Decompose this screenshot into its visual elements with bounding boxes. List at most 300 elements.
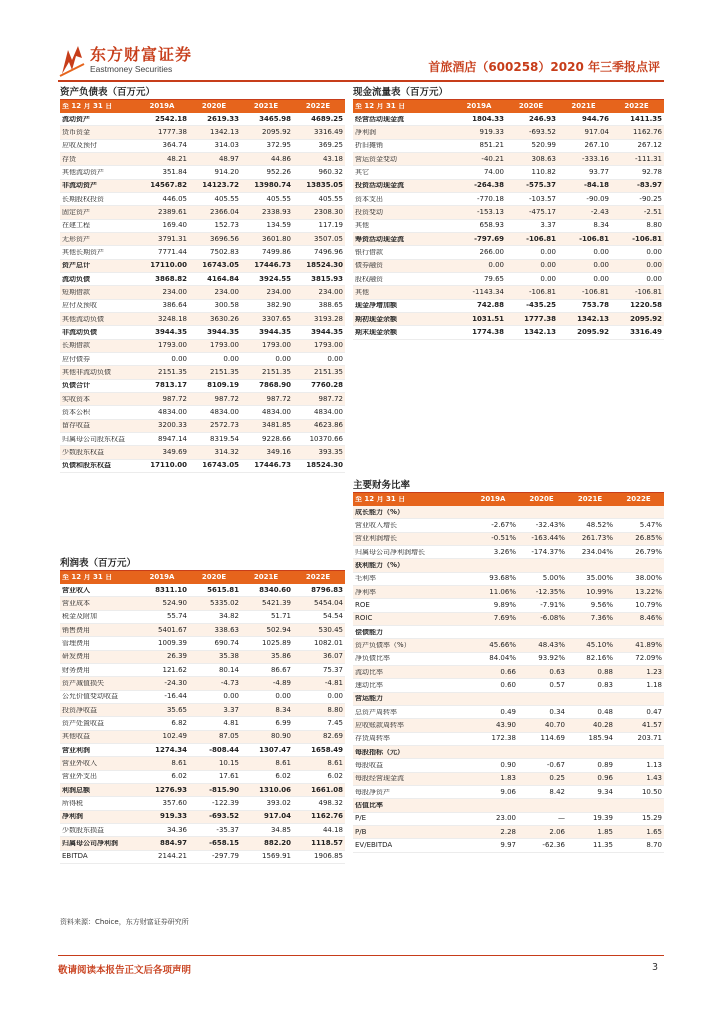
cell-value: 3601.80 <box>262 234 291 243</box>
table-row <box>353 719 664 732</box>
table-row <box>353 220 664 233</box>
table-row <box>60 380 345 393</box>
cell-value: 1009.39 <box>158 638 187 647</box>
cell-value: 82.16% <box>586 654 613 663</box>
cell-value: 502.94 <box>266 625 291 634</box>
table-row <box>60 300 345 313</box>
cell-value: -32.43% <box>535 520 565 529</box>
cell-value: 1310.06 <box>259 785 291 794</box>
cell-value: 8109.19 <box>207 381 239 390</box>
cell-value: 16743.05 <box>202 261 239 270</box>
table-row <box>353 639 664 652</box>
cell-value: 357.60 <box>162 798 187 807</box>
cell-value: 3944.35 <box>259 327 291 336</box>
cell-value: -693.52 <box>209 812 239 821</box>
cell-value: 26.85% <box>635 534 662 543</box>
row-label: 银行借款 <box>355 248 383 256</box>
cell-value: 266.00 <box>479 247 504 256</box>
cell-value: 17446.73 <box>254 461 291 470</box>
table-row <box>60 433 345 446</box>
cell-value: -163.44% <box>531 534 565 543</box>
row-label: 其他 <box>355 222 369 230</box>
row-label: 少数股东权益 <box>62 448 104 456</box>
cell-value: 169.40 <box>162 221 187 230</box>
cell-value: 80.14 <box>218 665 239 674</box>
cell-value: 7868.90 <box>259 381 291 390</box>
cell-value: 2095.92 <box>577 327 609 336</box>
table-row <box>353 613 664 626</box>
table-row <box>60 837 345 850</box>
row-label: 每股指标（元） <box>355 748 404 756</box>
row-label: 每股经营现金流 <box>355 775 404 783</box>
cell-value: 1274.34 <box>155 745 187 754</box>
cell-value: 0.90 <box>500 760 516 769</box>
cell-value: 1.18 <box>646 680 662 689</box>
cell-value: 0.00 <box>327 692 343 701</box>
cell-value: 48.21 <box>166 154 187 163</box>
cell-value: 79.65 <box>483 274 504 283</box>
cell-value: 987.72 <box>214 394 239 403</box>
row-label: 实收资本 <box>62 395 90 403</box>
cell-value: -770.18 <box>476 194 504 203</box>
table-row <box>60 180 345 193</box>
cell-value: 234.00 <box>162 287 187 296</box>
cell-value: 26.39 <box>166 652 187 661</box>
cell-value: -111.31 <box>634 154 662 163</box>
row-label: 投资活动现金流 <box>355 182 404 190</box>
table-row <box>353 153 664 166</box>
cell-value: 1342.13 <box>577 314 609 323</box>
row-label: 营业收入 <box>62 586 90 594</box>
cell-value: 41.57 <box>641 720 662 729</box>
table-row <box>353 693 664 706</box>
cell-value: -90.09 <box>586 194 609 203</box>
row-label: 净利润 <box>355 128 376 136</box>
row-label: EV/EBITDA <box>355 841 393 849</box>
table-row <box>60 691 345 704</box>
cell-value: 9.34 <box>597 787 613 796</box>
cell-value: -40.21 <box>481 154 504 163</box>
cell-value: 8.34 <box>275 705 291 714</box>
cell-value: -106.81 <box>528 287 556 296</box>
cell-value: 13835.05 <box>306 181 343 190</box>
cell-value: 13980.74 <box>254 181 291 190</box>
table-row <box>60 366 345 379</box>
table-row <box>60 797 345 810</box>
cell-value: 919.33 <box>159 812 187 821</box>
table-row <box>353 519 664 532</box>
cell-value: -6.08% <box>540 614 565 623</box>
cell-value: -106.81 <box>579 234 609 243</box>
table-header-row <box>60 100 345 113</box>
cell-value: -90.25 <box>639 194 662 203</box>
cell-value: 34.82 <box>218 612 239 621</box>
cell-value: 234.00 <box>266 287 291 296</box>
cell-value: -693.52 <box>528 127 556 136</box>
cell-value: -24.30 <box>164 678 187 687</box>
cell-value: 0.00 <box>275 692 291 701</box>
cell-value: 2338.93 <box>262 207 291 216</box>
cell-value: 172.38 <box>491 734 516 743</box>
cell-value: 405.55 <box>318 194 343 203</box>
row-label: 非流动资产 <box>62 182 97 190</box>
cell-value: 7760.28 <box>311 381 343 390</box>
row-label: 流动负债 <box>62 275 90 283</box>
cell-value: -62.36 <box>542 840 565 849</box>
table-row <box>60 744 345 757</box>
cell-value: 4.81 <box>223 718 239 727</box>
table-row <box>60 637 345 650</box>
table-title: 主要财务比率 <box>353 479 664 493</box>
row-label: 所得税 <box>62 799 83 807</box>
cell-value: 3944.35 <box>311 327 343 336</box>
cell-value: 35.86 <box>270 652 291 661</box>
table-row <box>60 757 345 770</box>
cell-value: 0.60 <box>500 680 516 689</box>
cell-value: 2619.33 <box>207 114 239 123</box>
row-label: 资本公积 <box>62 408 90 416</box>
table-row <box>60 326 345 339</box>
cell-value: 0.00 <box>646 247 662 256</box>
cell-value: 2151.35 <box>210 367 239 376</box>
cell-value: 38.00% <box>635 574 662 583</box>
cell-value: 9.97 <box>500 840 516 849</box>
cell-value: 524.90 <box>162 598 187 607</box>
cell-value: 17110.00 <box>150 461 187 470</box>
row-label: 投资净收益 <box>62 706 97 714</box>
cell-value: 2.28 <box>500 827 516 836</box>
row-label: 流动比率 <box>355 668 383 676</box>
table-header-row <box>353 493 664 506</box>
cell-value: 10.79% <box>635 600 662 609</box>
table-row <box>60 113 345 126</box>
cell-value: -106.81 <box>581 287 609 296</box>
header-year: 2019A <box>480 495 506 503</box>
cell-value: 7.69% <box>493 614 516 623</box>
cell-value: -797.69 <box>474 234 504 243</box>
row-label: 流动资产 <box>62 115 90 123</box>
table-row <box>353 140 664 153</box>
cell-value: 1307.47 <box>259 745 291 754</box>
row-label: 其他非流动负债 <box>62 368 111 376</box>
cell-value: 82.69 <box>322 732 343 741</box>
row-label: 应收账款周转率 <box>355 721 404 729</box>
cell-value: 4164.84 <box>207 274 239 283</box>
row-label: 营业外收入 <box>62 759 97 767</box>
report-title: 首旅酒店（600258）2020 年三季报点评 <box>428 60 660 74</box>
cell-value: 1342.13 <box>210 127 239 136</box>
cell-value: 34.36 <box>166 825 187 834</box>
row-label: 少数股东损益 <box>62 826 104 834</box>
cell-value: -106.81 <box>526 234 556 243</box>
cell-value: 1342.13 <box>524 327 556 336</box>
cell-value: 35.38 <box>218 652 239 661</box>
cell-value: 349.16 <box>266 447 291 456</box>
balance-sheet-table <box>60 86 345 473</box>
cell-value: 3.26% <box>493 547 516 556</box>
cell-value: 882.20 <box>263 838 291 847</box>
cell-value: 117.19 <box>318 221 343 230</box>
row-label: EBITDA <box>62 853 88 861</box>
table-row <box>353 626 664 639</box>
cell-value: -4.81 <box>324 678 343 687</box>
row-label: 管理费用 <box>62 639 90 647</box>
cash-flow-table <box>353 86 664 340</box>
table-row <box>353 313 664 326</box>
header-year: 2021E <box>571 102 596 110</box>
header-label: 至 12 月 31 日 <box>62 103 113 110</box>
cell-value: 5.47% <box>639 520 662 529</box>
row-label: 现金净增加额 <box>355 302 397 310</box>
cell-value: 3815.93 <box>311 274 343 283</box>
cell-value: 26.79% <box>635 547 662 556</box>
cell-value: 1793.00 <box>158 341 187 350</box>
table-row <box>60 611 345 624</box>
cell-value: 5454.04 <box>314 598 343 607</box>
cell-value: 658.93 <box>479 221 504 230</box>
cell-value: 3630.26 <box>210 314 239 323</box>
cell-value: 0.00 <box>171 354 187 363</box>
cell-value: 1.13 <box>646 760 662 769</box>
cell-value: 0.00 <box>327 354 343 363</box>
row-label: 每股净资产 <box>355 788 390 796</box>
cell-value: 2572.73 <box>210 421 239 430</box>
cell-value: 4689.25 <box>311 114 343 123</box>
cell-value: 234.00 <box>318 287 343 296</box>
cell-value: 1658.49 <box>311 745 343 754</box>
cell-value: 51.71 <box>270 612 291 621</box>
cell-value: 110.82 <box>531 167 556 176</box>
cell-value: 4834.00 <box>158 407 187 416</box>
cell-value: 1777.38 <box>158 127 187 136</box>
cell-value: 43.18 <box>322 154 343 163</box>
cell-value: 0.48 <box>597 707 613 716</box>
table-title: 利润表（百万元） <box>60 557 345 571</box>
table-row <box>60 206 345 219</box>
row-label: 存货周转率 <box>355 735 390 743</box>
cell-value: 446.05 <box>162 194 187 203</box>
row-label: 速动比率 <box>355 681 383 689</box>
table-row <box>60 340 345 353</box>
cell-value: 74.00 <box>483 167 504 176</box>
row-label: 其他流动负债 <box>62 315 104 323</box>
row-label: 公允价值变动收益 <box>62 693 118 701</box>
table-row <box>353 573 664 586</box>
footer-divider <box>58 955 664 956</box>
cell-value: 0.34 <box>549 707 565 716</box>
cell-value: 1162.76 <box>311 812 343 821</box>
cell-value: 1774.38 <box>472 327 504 336</box>
cell-value: 11.35 <box>592 840 613 849</box>
cell-value: 18524.30 <box>306 461 343 470</box>
table-title: 现金流量表（百万元） <box>353 86 664 100</box>
source-note: 资料来源：Choice，东方财富证券研究所 <box>60 918 189 926</box>
cell-value: -16.44 <box>164 692 187 701</box>
table-row <box>60 220 345 233</box>
cell-value: 4834.00 <box>262 407 291 416</box>
cell-value: 10.50 <box>641 787 662 796</box>
cell-value: 520.99 <box>531 141 556 150</box>
cell-value: 3316.49 <box>630 327 662 336</box>
table-row <box>60 446 345 459</box>
cell-value: 8.46% <box>639 614 662 623</box>
cell-value: 1.43 <box>646 774 662 783</box>
cell-value: 6.99 <box>275 718 291 727</box>
cell-value: 393.02 <box>266 798 291 807</box>
cell-value: 0.00 <box>593 274 609 283</box>
table-row <box>60 624 345 637</box>
cell-value: 93.68% <box>489 574 516 583</box>
cell-value: 35.00% <box>586 574 613 583</box>
table-row <box>60 353 345 366</box>
cell-value: 5421.39 <box>262 598 291 607</box>
cell-value: 498.32 <box>318 798 343 807</box>
row-label: 资产处置收益 <box>62 719 104 727</box>
table-row <box>353 666 664 679</box>
cell-value: 6.02 <box>171 772 187 781</box>
row-label: 负债合计 <box>62 382 90 390</box>
cell-value: 2.06 <box>549 827 565 836</box>
header-year: 2019A <box>149 573 175 581</box>
cell-value: 3200.33 <box>158 421 187 430</box>
cell-value: -435.25 <box>526 301 556 310</box>
row-label: 销售费用 <box>62 626 90 634</box>
table-row <box>353 300 664 313</box>
cell-value: 952.26 <box>266 167 291 176</box>
cell-value: 35.65 <box>166 705 187 714</box>
cell-value: 86.67 <box>270 665 291 674</box>
header-year: 2022E <box>305 573 331 581</box>
cell-value: 2151.35 <box>262 367 291 376</box>
cell-value: 1025.89 <box>262 638 291 647</box>
table-row <box>353 839 664 852</box>
cell-value: -2.67% <box>491 520 516 529</box>
table-row <box>353 679 664 692</box>
cell-value: 7502.83 <box>210 247 239 256</box>
cell-value: 3.37 <box>540 221 556 230</box>
row-label: 营业利润 <box>62 746 90 754</box>
cell-value: -103.57 <box>528 194 556 203</box>
cell-value: 0.57 <box>549 680 565 689</box>
cell-value: 134.59 <box>266 221 291 230</box>
company-logo <box>58 42 208 82</box>
cell-value: 6.82 <box>171 718 187 727</box>
cell-value: 1.85 <box>597 827 613 836</box>
row-label: 估值比率 <box>355 801 383 809</box>
cell-value: -808.44 <box>209 745 239 754</box>
cell-value: -84.18 <box>583 181 609 190</box>
cell-value: 1906.85 <box>314 852 343 861</box>
cell-value: 0.66 <box>500 667 516 676</box>
table-row <box>60 313 345 326</box>
row-label: 无形资产 <box>62 235 90 243</box>
cell-value: 1.65 <box>646 827 662 836</box>
table-row <box>353 653 664 666</box>
cell-value: 34.85 <box>270 825 291 834</box>
cell-value: 5615.81 <box>207 585 239 594</box>
row-label: 其他长期资产 <box>62 248 104 256</box>
cell-value: 0.00 <box>540 261 556 270</box>
table-title: 资产负债表（百万元） <box>60 86 345 100</box>
cell-value: -2.51 <box>643 207 662 216</box>
cell-value: 944.76 <box>581 114 609 123</box>
cell-value: 405.55 <box>266 194 291 203</box>
cell-value: 8.61 <box>275 758 291 767</box>
cell-value: -7.91% <box>540 600 565 609</box>
cell-value: -297.79 <box>211 852 239 861</box>
cell-value: 2366.04 <box>210 207 239 216</box>
table-row <box>60 233 345 246</box>
cell-value: 48.97 <box>218 154 239 163</box>
cell-value: -475.17 <box>528 207 556 216</box>
cell-value: 121.62 <box>162 665 187 674</box>
cell-value: 72.09% <box>635 654 662 663</box>
cell-value: 1661.08 <box>311 785 343 794</box>
row-label: 应付及预收 <box>62 302 97 310</box>
cell-value: 45.10% <box>586 640 613 649</box>
row-label: 固定资产 <box>62 208 90 216</box>
cell-value: 314.03 <box>214 141 239 150</box>
cell-value: 386.64 <box>162 301 187 310</box>
table-header-row <box>60 571 345 584</box>
table-row <box>60 286 345 299</box>
row-label: 毛利率 <box>355 575 376 583</box>
row-label: 其它 <box>355 168 369 176</box>
cell-value: 1162.76 <box>633 127 662 136</box>
cell-value: 19.39 <box>592 814 613 823</box>
cell-value: 753.78 <box>581 301 609 310</box>
cell-value: 3507.05 <box>314 234 343 243</box>
table-row <box>60 824 345 837</box>
cell-value: 9.06 <box>500 787 516 796</box>
financial-ratios-table <box>353 479 664 853</box>
table-row <box>353 233 664 246</box>
row-label: 获利能力（%） <box>355 561 405 569</box>
table-row <box>353 759 664 772</box>
cell-value: 351.84 <box>162 167 187 176</box>
cell-value: 17446.73 <box>254 261 291 270</box>
table-row <box>353 260 664 273</box>
cell-value: 43.90 <box>495 720 516 729</box>
cell-value: -1143.34 <box>472 287 504 296</box>
table-row <box>60 153 345 166</box>
cell-value: 7.45 <box>327 718 343 727</box>
cell-value: 0.00 <box>540 247 556 256</box>
table-row <box>60 784 345 797</box>
cell-value: -333.16 <box>581 154 609 163</box>
row-label: 营业收入增长 <box>355 521 397 529</box>
cell-value: 7.36% <box>590 614 613 623</box>
cell-value: 261.73% <box>581 534 613 543</box>
row-label: P/E <box>355 815 367 823</box>
cell-value: 308.63 <box>531 154 556 163</box>
footer-disclaimer: 敬请阅读本报告正文后各项声明 <box>58 965 192 976</box>
page-number: 3 <box>651 962 658 973</box>
cell-value: 152.73 <box>214 221 239 230</box>
table-row <box>353 546 664 559</box>
table-row <box>60 246 345 259</box>
cell-value: 2144.21 <box>158 852 187 861</box>
header-label: 至 12 月 31 日 <box>62 574 113 581</box>
row-label: 成长能力（%） <box>355 508 405 516</box>
table-row <box>60 393 345 406</box>
cell-value: 1569.91 <box>262 852 291 861</box>
cell-value: 48.52% <box>586 520 613 529</box>
cell-value: 4834.00 <box>210 407 239 416</box>
cell-value: 9228.66 <box>262 434 291 443</box>
cell-value: 5401.67 <box>158 625 187 634</box>
cell-value: 3316.49 <box>314 127 343 136</box>
